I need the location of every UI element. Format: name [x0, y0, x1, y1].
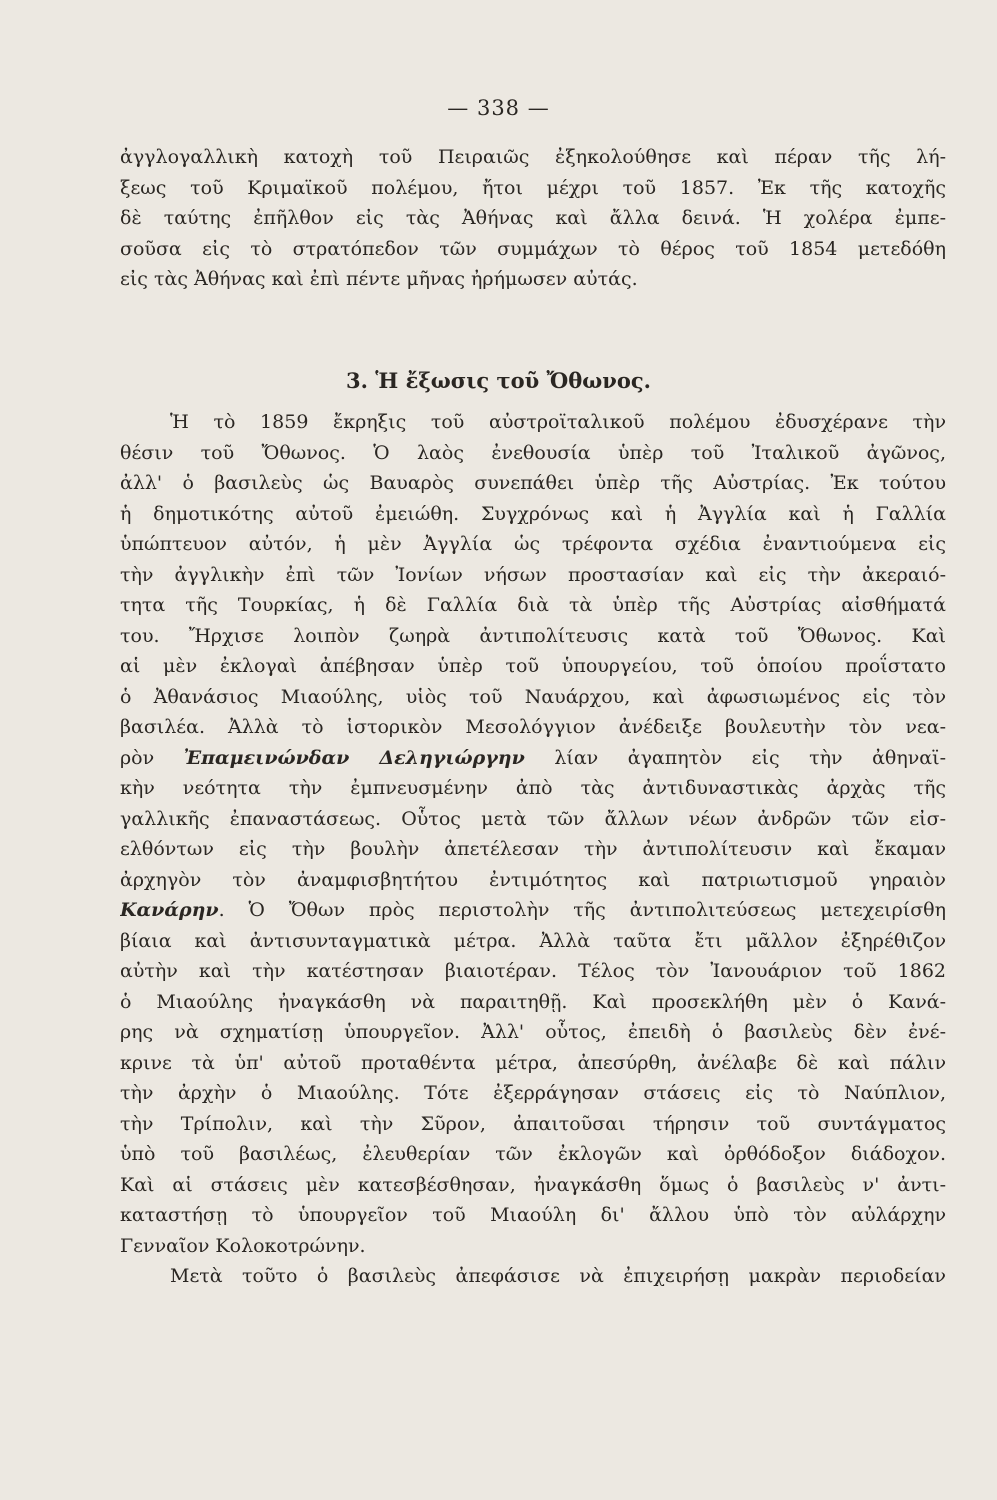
text-line: τὴν ἀρχὴν ὁ Μιαούλης. Τότε ἐξερράγησαν στάσεις εἰς τὸ Ναύπλιον, — [120, 1082, 946, 1104]
page-number: — 338 — — [447, 96, 550, 120]
text-line: θέσιν τοῦ Ὄθωνος. Ὁ λαὸς ἐνεθουσία ὑπὲρ τοῦ Ἰταλικοῦ ἀγῶνος, — [120, 441, 946, 464]
text-line: τὴν Τρίπολιν, καὶ τὴν Σῦρον, ἀπαιτοῦσαι τήρησιν τοῦ συντάγματος — [120, 1112, 946, 1135]
text-line: ὁ Μιαούλης ἠναγκάσθη νὰ παραιτηθῇ. Καὶ προσεκλήθη μὲν ὁ Κανά- — [120, 990, 946, 1013]
text-line: καταστήσῃ τὸ ὑπουργεῖον τοῦ Μιαούλη δι' ἄλλου ὑπὸ τὸν αὐλάρχην — [120, 1204, 946, 1226]
text-line: βίαια καὶ ἀντισυνταγματικὰ μέτρα. Ἀλλὰ ταῦτα ἔτι μᾶλλον ἐξηρέθιζον — [120, 929, 946, 952]
text-line: Γενναῖον Κολοκοτρώνην. — [120, 1234, 366, 1257]
text-fragment: . Ὁ Ὄθων πρὸς περιστολὴν τῆς ἀντιπολιτεύσεως μετεχειρίσθη — [218, 899, 946, 921]
text-line: τὴν ἀγγλικὴν ἐπὶ τῶν Ἰονίων νήσων προστασίαν καὶ εἰς τὴν ἀκεραιό- — [120, 563, 946, 586]
text-line: ρης νὰ σχηματίσῃ ὑπουργεῖον. Ἀλλ' οὗτος, ἐπειδὴ ὁ βασιλεὺς δὲν ἐνέ- — [120, 1021, 946, 1043]
text-line: Ἡ τὸ 1859 ἔκρηξις τοῦ αὐστροϊταλικοῦ πολέμου ἐδυσχέρανε τὴν — [170, 411, 946, 433]
text-line: Μετὰ τοῦτο ὁ βασιλεὺς ἀπεφάσισε νὰ ἐπιχειρήσῃ μακρὰν περιοδείαν — [170, 1265, 946, 1287]
text-line: ὑπὸ τοῦ βασιλέως, ἐλευθερίαν τῶν ἐκλογῶν καὶ ὀρθόδοξον διάδοχον. — [120, 1143, 946, 1165]
person-name-kanaris: Κανάρην — [120, 899, 219, 921]
text-line: ὁ Ἀθανάσιος Μιαούλης, υἱὸς τοῦ Ναυάρχου, καὶ ἀφωσιωμένος εἰς τὸν — [120, 685, 946, 708]
text-line: δὲ ταύτης ἐπῆλθον εἰς τὰς Ἀθήνας καὶ ἄλλα δεινά. Ἡ χολέρα ἐμπε- — [120, 207, 946, 229]
text-fragment: ρὸν — [120, 746, 184, 769]
text-line: ἀγγλογαλλικὴ κατοχὴ τοῦ Πειραιῶς ἐξηκολούθησε καὶ πέραν τῆς λή- — [120, 146, 946, 168]
text-line: γαλλικῆς ἐπαναστάσεως. Οὗτος μετὰ τῶν ἄλλων νέων ἀνδρῶν τῶν εἰσ- — [120, 807, 946, 830]
text-line: εἰς τὰς Ἀθήνας καὶ ἐπὶ πέντε μῆνας ἠρήμωσεν αὐτάς. — [120, 268, 638, 290]
text-line: ελθόντων εἰς τὴν βουλὴν ἀπετέλεσαν τὴν ἀντιπολίτευσιν καὶ ἔκαμαν — [120, 838, 946, 860]
text-line: ἡ δημοτικότης αὐτοῦ ἐμειώθη. Συγχρόνως καὶ ἡ Ἀγγλία καὶ ἡ Γαλλία — [120, 502, 946, 525]
text-line: κρινε τὰ ὑπ' αὐτοῦ προταθέντα μέτρα, ἀπεσύρθη, ἀνέλαβε δὲ καὶ πάλιν — [120, 1051, 946, 1074]
text-line: κὴν νεότητα τὴν ἐμπνευσμένην ἀπὸ τὰς ἀντιδυναστικὰς ἀρχὰς τῆς — [120, 777, 946, 799]
text-line-with-name — [120, 743, 946, 774]
paragraph-otto-expulsion — [120, 407, 946, 1292]
text-line: ξεως τοῦ Κριμαϊκοῦ πολέμου, ἤτοι μέχρι τοῦ 1857. Ἐκ τῆς κατοχῆς — [120, 176, 946, 199]
text-line: σοῦσα εἰς τὸ στρατόπεδον τῶν συμμάχων τὸ θέρος τοῦ 1854 μετεδόθη — [120, 237, 946, 260]
text-line: Καὶ αἱ στάσεις μὲν κατεσβέσθησαν, ἠναγκάσθη ὅμως ὁ βασιλεὺς ν' ἀντι- — [120, 1173, 946, 1196]
text-line-with-name — [120, 895, 946, 926]
text-line: τητα τῆς Τουρκίας, ἡ δὲ Γαλλία διὰ τὰ ὑπὲρ τῆς Αὐστρίας αἰσθήματά — [120, 594, 946, 616]
text-line: ἀρχηγὸν τὸν ἀναμφισβητήτου ἐντιμότητος καὶ πατριωτισμοῦ γηραιὸν — [120, 868, 946, 891]
person-name-deligiorgis: Ἐπαμεινώνδαν Δεληγιώργην — [183, 746, 525, 769]
text-line: του. Ἤρχισε λοιπὸν ζωηρὰ ἀντιπολίτευσις κατὰ τοῦ Ὄθωνος. Καὶ — [120, 624, 946, 647]
text-line: ἀλλ' ὁ βασιλεὺς ὡς Βαυαρὸς συνεπάθει ὑπὲρ τῆς Αὐστρίας. Ἐκ τούτου — [120, 472, 946, 494]
text-fragment: λίαν ἀγαπητὸν εἰς τὴν ἀθηναϊ- — [524, 746, 946, 769]
text-line: βασιλέα. Ἀλλὰ τὸ ἱστορικὸν Μεσολόγγιον ἀνέδειξε βουλευτὴν τὸν νεα- — [120, 716, 946, 738]
text-line: αἱ μὲν ἐκλογαὶ ἀπέβησαν ὑπὲρ τοῦ ὑπουργείου, τοῦ ὁποίου προΐστατο — [120, 655, 946, 677]
text-line: ὑπώπτευον αὐτόν, ἡ μὲν Ἀγγλία ὡς τρέφοντα σχέδια ἐναντιούμενα εἰς — [120, 533, 946, 555]
section-heading: 3. Ἡ ἔξωσις τοῦ Ὄθωνος. — [346, 368, 651, 393]
paragraph-cholera — [120, 142, 946, 295]
text-line: αὐτὴν καὶ τὴν κατέστησαν βιαιοτέραν. Τέλος τὸν Ἰανουάριον τοῦ 1862 — [120, 960, 946, 982]
